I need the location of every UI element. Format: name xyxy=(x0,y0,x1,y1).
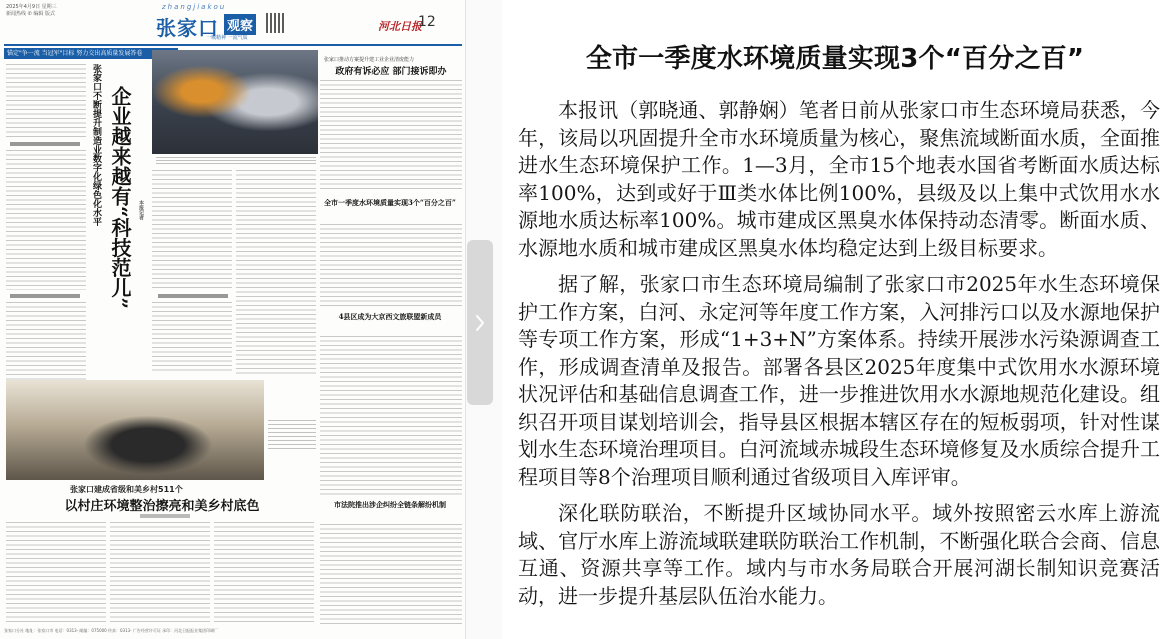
newspaper-page-thumbnail[interactable] xyxy=(0,0,466,639)
chevron-right-icon xyxy=(474,314,486,332)
article-body xyxy=(518,97,1160,619)
column-subhead xyxy=(10,294,80,298)
section-tag: 观察 xyxy=(224,14,256,35)
column-text xyxy=(320,224,462,308)
paper-logo: 河北日报 xyxy=(378,20,422,33)
article-paragraph: 深化联防联治，不断提升区域协同水平。域外按照密云水库上游流域、官厅水库上游流域联建联防联治工作机制，不断强化联合会商、信息互通、资源共享等工作。域内与市水务局联合开展河湖长制知识竞赛活动，进一步提升基层队伍治水能力。 xyxy=(518,501,1160,608)
photo-caption xyxy=(156,157,316,165)
next-page-button[interactable] xyxy=(467,240,493,405)
column-text xyxy=(152,302,232,374)
page-number: 12 xyxy=(418,14,436,30)
article-panel xyxy=(510,0,1160,639)
column-subhead xyxy=(10,142,80,146)
right-headline: 政府有诉必应 部门接诉即办 xyxy=(335,67,447,77)
column-text xyxy=(6,150,86,290)
column-text xyxy=(6,64,86,139)
column-text xyxy=(214,522,314,624)
newspaper-hotline: 新闻热线 ✆ 编辑 版式 xyxy=(6,11,55,17)
main-kicker: 张家口不断提升制造业数字化绿色化水平 xyxy=(91,64,101,226)
qr-code-icon xyxy=(266,13,286,33)
newspaper-date-block xyxy=(6,4,126,18)
village-headline: 以村庄环境整治擦亮和美乡村底色 xyxy=(64,499,260,514)
newspaper-date: 2025年4月9日 星期三 xyxy=(6,4,57,10)
column-text xyxy=(6,302,86,382)
column-text xyxy=(152,170,232,290)
main-byline: 本报记者 xyxy=(138,200,144,220)
column-text xyxy=(110,522,210,624)
county-headline-text: 4县区成为大京西文旅联盟新成员 xyxy=(338,312,442,321)
main-headline: 企业越来越有“科技范儿” xyxy=(108,86,132,310)
column-text xyxy=(320,336,462,496)
article-paragraph: 据了解，张家口市生态环境局编制了张家口市2025年水生态环境保护工作方案，白河、永定河等年度工作方案，入河排污口以及水源地保护等专项工作方案，形成“1+3+N”方案体系。持续开展涉水污染源调查工作，形成调查清单及报告。部署各县区2025年度集中式饮用水水源环境状况评估和基础信息调查工作，进一步推进饮用水水源地规范化建设。组织召开项目谋划培训会，指导县区根据本辖区存在的短板弱项，针对性谋划水生态环境治理项目。白河流域赤城段生态环境修复及水质综合提升工程项目等8个治理项目顺利通过省级项目入库评审。 xyxy=(518,272,1160,489)
section-name: 张家口 xyxy=(156,16,219,40)
factory-photo xyxy=(152,50,318,154)
masthead-rule xyxy=(4,44,462,46)
section-slogan: 一城精神 一流气质 xyxy=(206,35,248,41)
court-headline xyxy=(322,500,458,510)
column-text xyxy=(236,170,316,375)
village-kicker: 张家口建成省级和美乡村511个 xyxy=(70,485,183,494)
article-paragraph: 本报讯（郭晓通、郭静娴）笔者日前从张家口市生态环境局获悉，今年，该局以巩固提升全市水环境质量为核心，聚焦流域断面水质，全面推进水生态环境保护工作。1—3月，全市15个地表水国省考断面水质达标率100%，达到或好于Ⅲ类水体比例100%，县级及以上集中式饮用水水源地水质达标率100%。城市建成区黑臭水体保持动态清零。断面水质、水源地水质和城市建成区黑臭水体均稳定达到上级目标要求。 xyxy=(518,98,1160,260)
newspaper-footer: 张家口分社 地址：张家口市 电话：0313- 邮编：075000 传真：0313- 广告经营许可证 承印：河北日报报业集团印刷厂 xyxy=(4,628,219,633)
court-headline-text: 市法院推出涉企纠纷全链条解纷机制 xyxy=(334,500,446,509)
column-text xyxy=(6,522,106,624)
village-byline xyxy=(140,514,190,518)
section-pinyin: zhangjiakou xyxy=(162,3,227,11)
column-text xyxy=(320,524,462,624)
car-factory-photo xyxy=(6,380,264,480)
column-subhead xyxy=(158,294,228,298)
article-title: 全市一季度水环境质量实现3个“百分之百” xyxy=(585,44,1085,74)
topic-bar: 锚定"争一流 当冠军"目标 努力交出高质量发展答卷 xyxy=(4,48,178,59)
column-text xyxy=(320,80,462,190)
photo-caption xyxy=(268,420,316,450)
mid-headline xyxy=(322,198,458,208)
county-headline xyxy=(322,312,458,322)
right-kicker: 张家口推动方案提升建工业企业清废能力 xyxy=(324,57,415,63)
mid-headline-text: 全市一季度水环境质量实现3个“百分之百” xyxy=(324,198,456,207)
